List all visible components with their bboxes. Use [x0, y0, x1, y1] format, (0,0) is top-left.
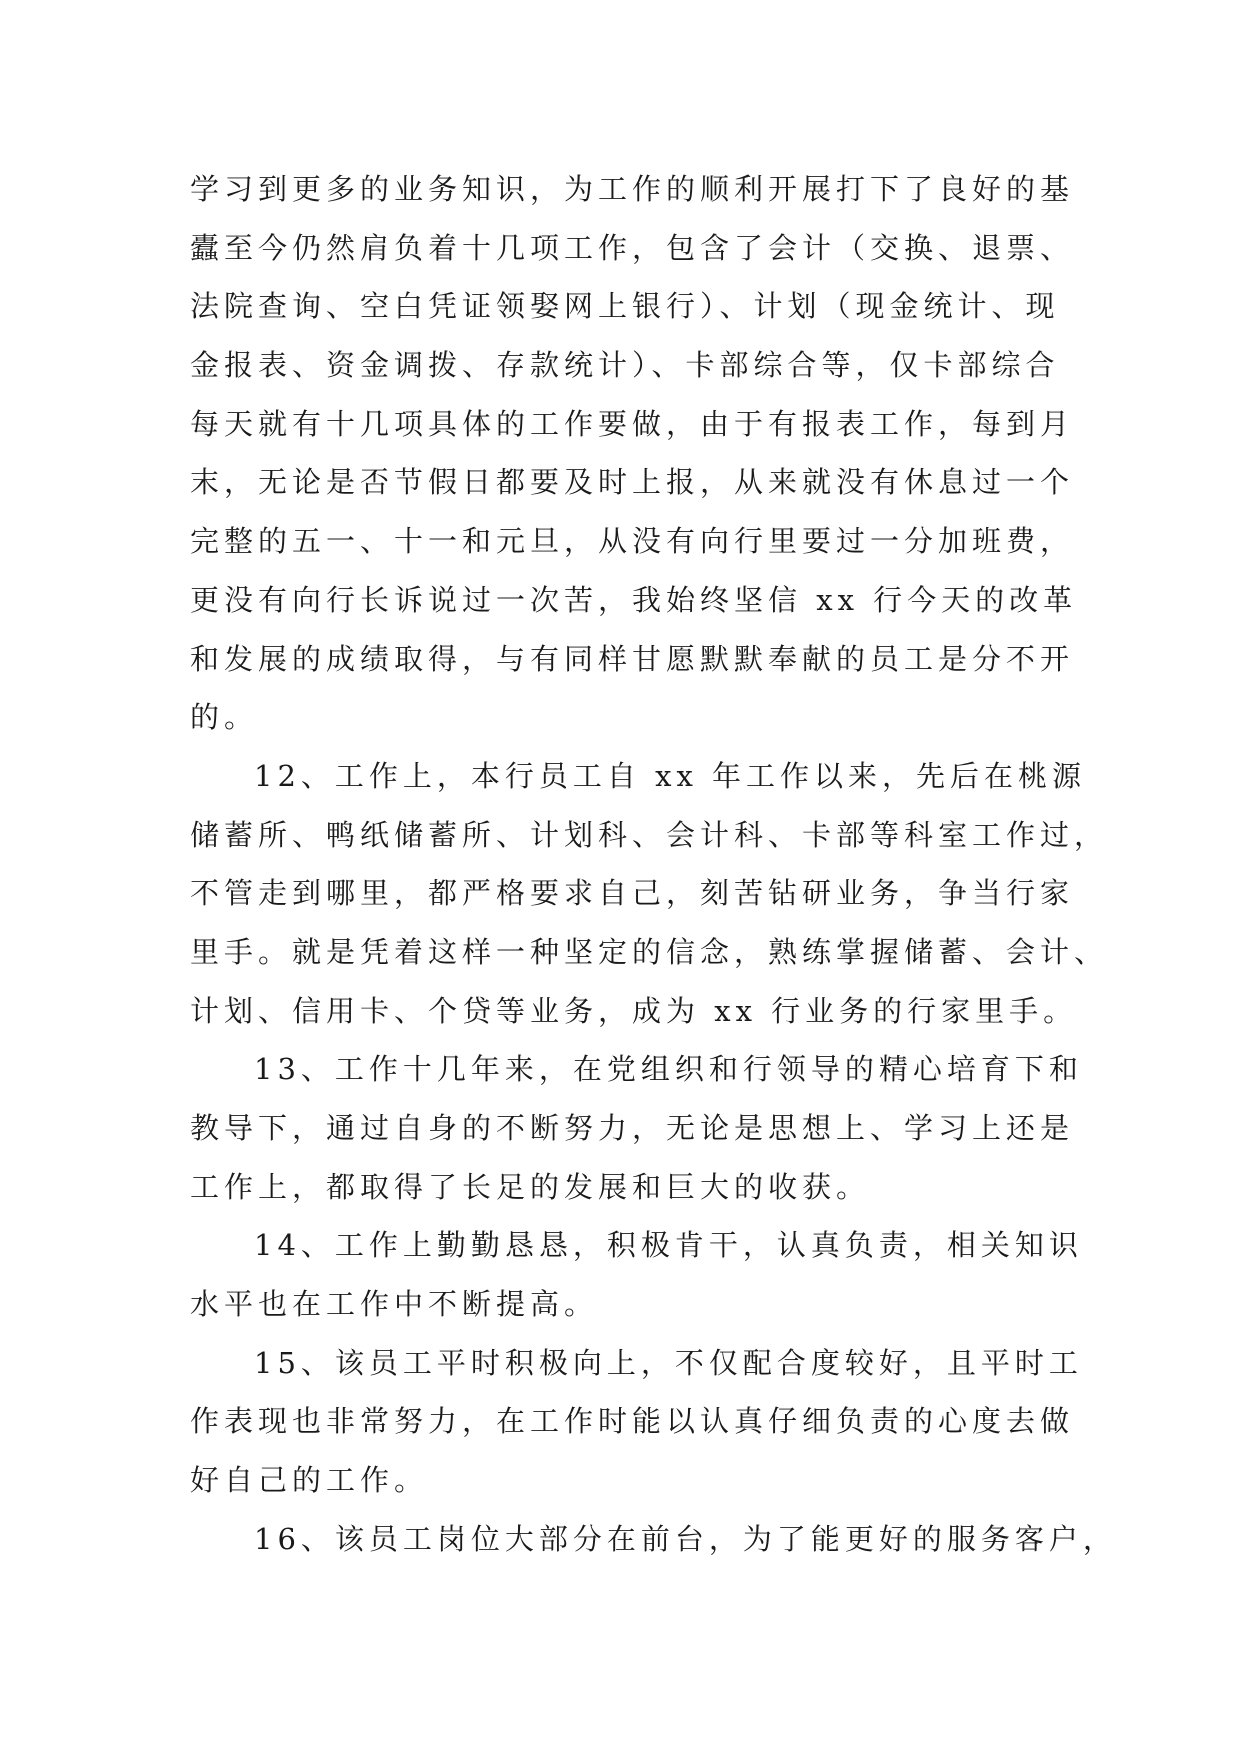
text-line: 储蓄所、鸭纸储蓄所、计划科、会计科、卡部等科室工作过， — [190, 817, 1109, 852]
text-line: 作表现也非常努力，在工作时能以认真仔细负责的心度去做 — [190, 1404, 1075, 1439]
text-line: 教导下，通过自身的不断努力，无论是思想上、学习上还是 — [190, 1111, 1075, 1145]
paragraph-first-line: 16、该员工岗位大部分在前台，为了能更好的服务客户， — [254, 1521, 1117, 1556]
paragraph-first-line: 14、工作上勤勤恳恳，积极肯干，认真负责，相关知识 — [254, 1228, 1083, 1263]
text-line: 更没有向行长诉说过一次苦，我始终坚信 xx 行今天的改革 — [190, 582, 1078, 617]
text-line: 的。 — [190, 700, 259, 735]
text-line: 每天就有十几项具体的工作要做，由于有报表工作，每到月 — [190, 406, 1075, 441]
text-line: 里手。就是凭着这样一种坚定的信念，熟练掌握储蓄、会计、 — [190, 934, 1109, 969]
text-line: 完整的五一、十一和元旦，从没有向行里要过一分加班费， — [190, 524, 1075, 559]
text-line: 水平也在工作中不断提高。 — [190, 1287, 599, 1322]
text-line: 和发展的成绩取得，与有同样甘愿默默奉献的员工是分不开 — [190, 641, 1075, 676]
text-line: 工作上，都取得了长足的发展和巨大的收获。 — [190, 1169, 871, 1204]
text-line: 金报表、资金调拨、存款统计）、卡部综合等，仅卡部综合 — [190, 348, 1060, 383]
text-line: 学习到更多的业务知识，为工作的顺利开展打下了良好的基 — [190, 172, 1075, 206]
text-line: 法院查询、空白凭证领娶网上银行）、计划（现金统计、现 — [190, 289, 1060, 324]
text-line: 不管走到哪里，都严格要求自己，刻苦钻研业务，争当行家 — [190, 876, 1075, 911]
text-line: 好自己的工作。 — [190, 1463, 429, 1498]
paragraph-first-line: 13、工作十几年来，在党组织和行领导的精心培育下和 — [254, 1052, 1083, 1087]
text-line: 末，无论是否节假日都要及时上报，从来就没有休息过一个 — [190, 465, 1075, 500]
paragraph-first-line: 12、工作上，本行员工自 xx 年工作以来，先后在桃源 — [254, 758, 1087, 793]
paragraph-first-line: 15、该员工平时积极向上，不仅配合度较好，且平时工 — [254, 1345, 1083, 1380]
text-line: 蠹至今仍然肩负着十几项工作，包含了会计（交换、退票、 — [190, 230, 1075, 265]
document-body — [190, 160, 1117, 1569]
text-line: 计划、信用卡、个贷等业务，成为 xx 行业务的行家里手。 — [190, 993, 1078, 1028]
